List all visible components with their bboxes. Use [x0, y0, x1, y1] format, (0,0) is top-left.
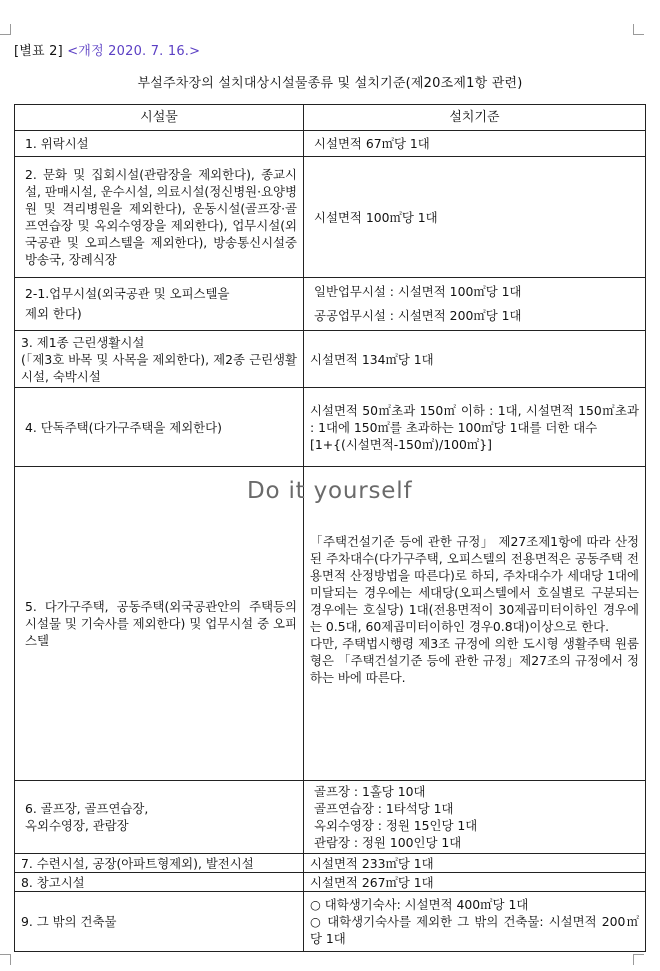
facility-cell: 3. 제1종 근린생활시설 (「제3호 바목 및 사목을 제외한다), 제2종 근린생활시설, 숙박시설	[15, 331, 304, 388]
standard-cell: ○ 대학생기숙사: 시설면적 400㎡당 1대 ○ 대학생기숙사를 제외한 그 밖의 건축물: 시설면적 200㎡ 당 1대	[304, 892, 646, 952]
table-row	[15, 157, 646, 278]
document-header	[14, 40, 200, 59]
facility-cell: 1. 위락시설	[15, 131, 304, 157]
table-row	[15, 854, 646, 873]
annex-label: [별표 2]	[14, 44, 63, 59]
standard-cell: 시설면적 233㎡당 1대	[304, 854, 646, 873]
facility-cell: 5. 다가구주택, 공동주택(외국공관안의 주택등의 시설물 및 기숙사를 제외한다) 및 업무시설 중 오피스텔	[15, 467, 304, 781]
watermark-text: Do it yourself	[247, 478, 413, 504]
standard-cell: 시설면적 50㎡초과 150㎡ 이하 : 1대, 시설면적 150㎡초과 : 1대에 150㎡를 초과하는 100㎡당 1대를 더한 대수 [1+{(시설면적-150㎡)/100㎡}]	[304, 388, 646, 467]
table-row	[15, 131, 646, 157]
page-corner-mark-bottom-right	[633, 954, 644, 965]
facility-cell: 2-1.업무시설(외국공관 및 오피스텔을 제외 한다)	[15, 278, 304, 331]
standard-cell: 시설면적 67㎡당 1대	[304, 131, 646, 157]
table-header-row	[15, 105, 646, 131]
standard-cell: 골프장 : 1홀당 10대 골프연습장 : 1타석당 1대 옥외수영장 : 정원 15인당 1대 관람장 : 정원 100인당 1대	[304, 781, 646, 854]
table-row	[15, 892, 646, 952]
table-row	[15, 388, 646, 467]
standard-column-header: 설치기준	[304, 105, 646, 131]
revision-date: <개정 2020. 7. 16.>	[67, 44, 201, 59]
document-title: 부설주차장의 설치대상시설물종류 및 설치기준(제20조제1항 관련)	[137, 76, 523, 91]
facility-cell: 6. 골프장, 골프연습장, 옥외수영장, 관람장	[15, 781, 304, 854]
facility-cell: 9. 그 밖의 건축물	[15, 892, 304, 952]
table-row	[15, 781, 646, 854]
standard-cell: 시설면적 267㎡당 1대	[304, 873, 646, 892]
facility-cell: 4. 단독주택(다가구주택을 제외한다)	[15, 388, 304, 467]
page-corner-mark-top-right	[633, 24, 644, 35]
facility-cell: 7. 수련시설, 공장(아파트형제외), 발전시설	[15, 854, 304, 873]
standard-cell: 일반업무시설 : 시설면적 100㎡당 1대 공공업무시설 : 시설면적 200㎡당 1대	[304, 278, 646, 331]
standard-cell: 시설면적 134㎡당 1대	[304, 331, 646, 388]
standard-cell: 시설면적 100㎡당 1대	[304, 157, 646, 278]
table-row	[15, 331, 646, 388]
facility-cell: 2. 문화 및 집회시설(관람장을 제외한다), 종교시설, 판매시설, 운수시설, 의료시설(정신병원·요양병원 및 격리병원을 제외한다), 운동시설(골프장·골프연습장 및 옥외수영장을 제외한다), 업무시설(외국공관 및 오피스텔을 제외한다), 방송통신시설중 방송국, 장례식장	[15, 157, 304, 278]
table-row	[15, 467, 646, 781]
table-row	[15, 873, 646, 892]
page-corner-mark-bottom-left	[0, 954, 11, 965]
facility-cell: 8. 창고시설	[15, 873, 304, 892]
standard-cell: 「주택건설기준 등에 관한 규정」 제27조제1항에 따라 산정된 주차대수(다가구주택, 오피스텔의 전용면적은 공동주택 전용면적 산정방법을 따른다)로 하되, 주차대수가 세대당 1대에 미달되는 경우에는 세대당(오피스텔에서 호실별로 구분되는 경우에는 호실당) 1대(전용면적이 30제곱미터이하인 경우에는 0.5대, 60제곱미터이하인 경우0.8대)이상으로 한다. 다만, 주택법시행령 제3조 규정에 의한 도시형 생활주택 원룸형은 「주택건설기준 등에 관한 규정」제27조의 규정에서 정하는 바에 따른다.	[304, 467, 646, 781]
facility-column-header: 시설물	[15, 105, 304, 131]
table-row	[15, 278, 646, 331]
page-corner-mark-top-left	[0, 24, 11, 35]
parking-standards-table	[14, 104, 646, 952]
